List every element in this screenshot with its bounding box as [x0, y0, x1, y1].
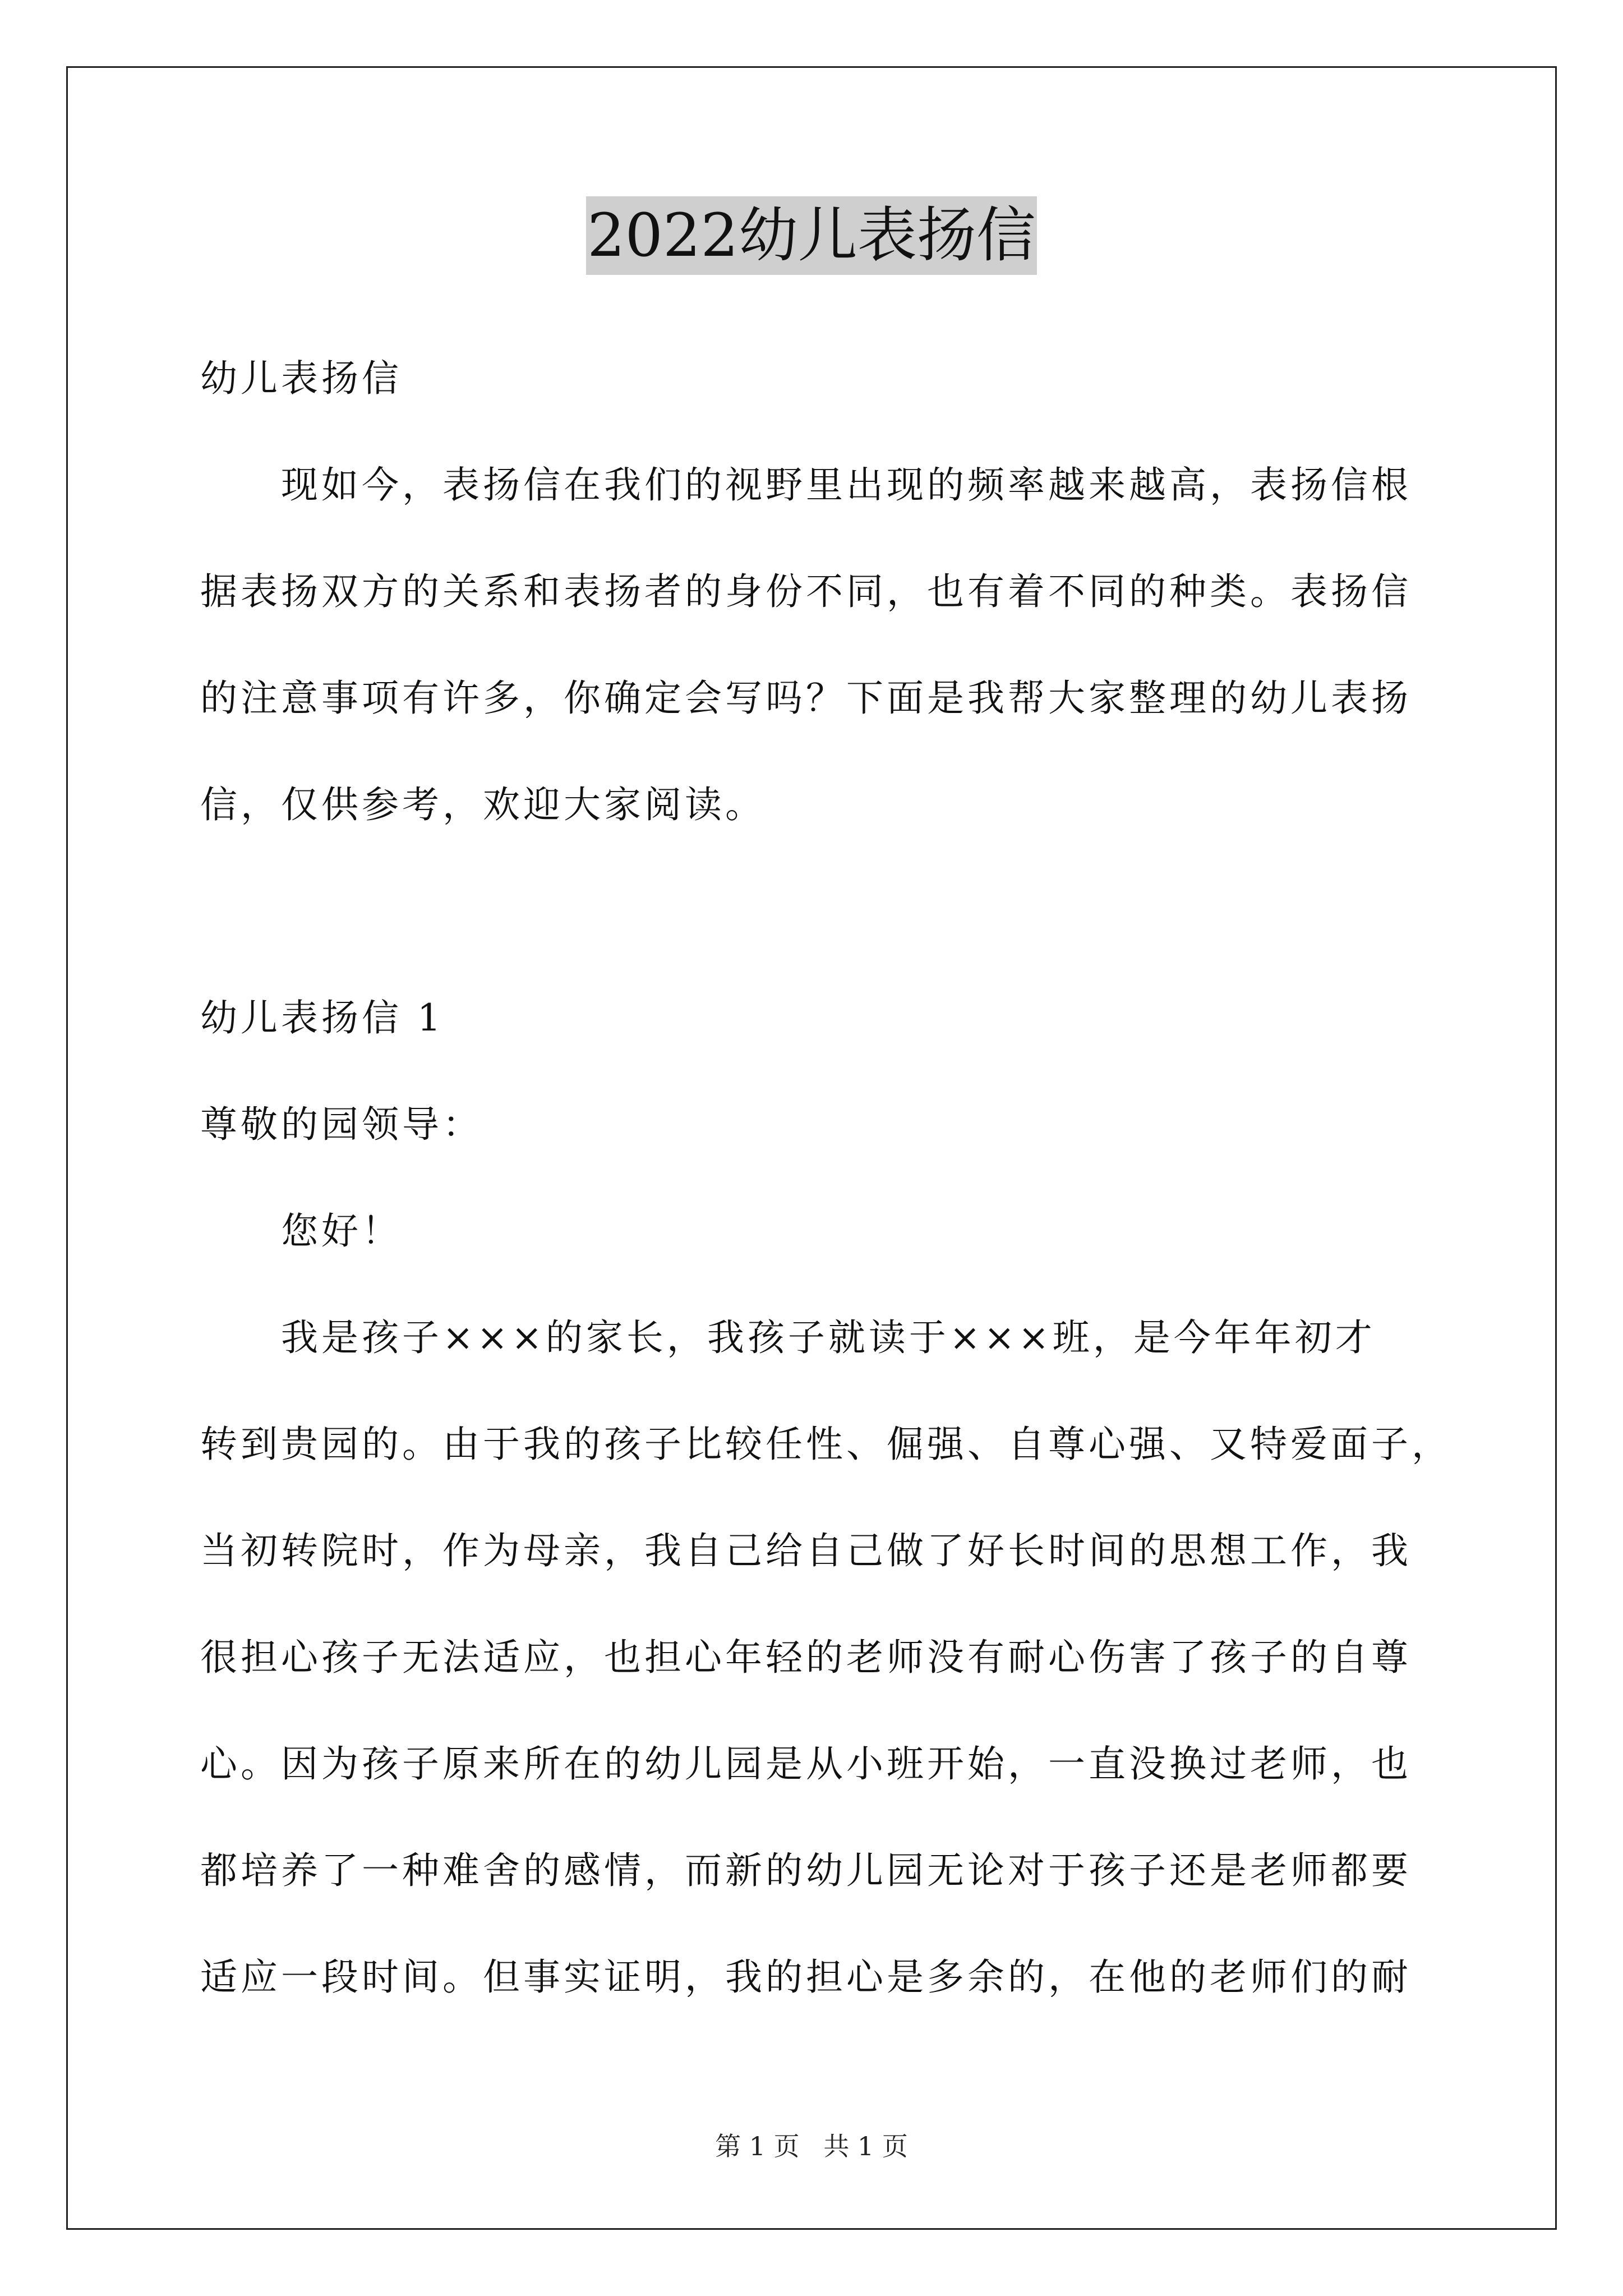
body-line: 适应一段时间。但事实证明，我的担心是多余的，在他的老师们的耐	[200, 1955, 1412, 1999]
body-line: 都培养了一种难舍的感情，而新的幼儿园无论对于孩子还是老师都要	[200, 1849, 1412, 1892]
body-line: 据表扬双方的关系和表扬者的身份不同，也有着不同的种类。表扬信	[200, 570, 1412, 613]
document-title: 2022幼儿表扬信	[586, 196, 1037, 275]
body-line: 当初转院时，作为母亲，我自己给自己做了好长时间的思想工作，我	[200, 1529, 1412, 1572]
body-line: 的注意事项有许多，你确定会写吗？下面是我帮大家整理的幼儿表扬	[200, 677, 1412, 720]
body-line: 心。因为孩子原来所在的幼儿园是从小班开始，一直没换过老师，也	[200, 1742, 1412, 1786]
page-number-current: 第 1 页	[715, 2131, 800, 2161]
body-line: 信，仅供参考，欢迎大家阅读。	[200, 783, 766, 826]
page-number-total: 共 1 页	[823, 2131, 908, 2161]
body-line: 很担心孩子无法适应，也担心年轻的老师没有耐心伤害了孩子的自尊	[200, 1636, 1412, 1679]
body-line: 转到贵园的。由于我的孩子比较任性、倔强、自尊心强、又特爱面子，	[200, 1423, 1452, 1466]
body-line: 幼儿表扬信	[200, 357, 402, 400]
title-wrap	[0, 196, 1623, 275]
body-line: 我是孩子×××的家长，我孩子就读于×××班，是今年年初才	[281, 1316, 1376, 1359]
blank-line	[200, 872, 1434, 979]
document-body	[200, 339, 1452, 2045]
page-footer	[0, 2126, 1623, 2163]
salutation: 尊敬的园领导：	[200, 1103, 483, 1146]
body-line: 现如今，表扬信在我们的视野里出现的频率越来越高，表扬信根	[281, 463, 1412, 507]
greeting: 您好！	[281, 1209, 402, 1253]
section-heading: 幼儿表扬信 1	[200, 996, 444, 1039]
